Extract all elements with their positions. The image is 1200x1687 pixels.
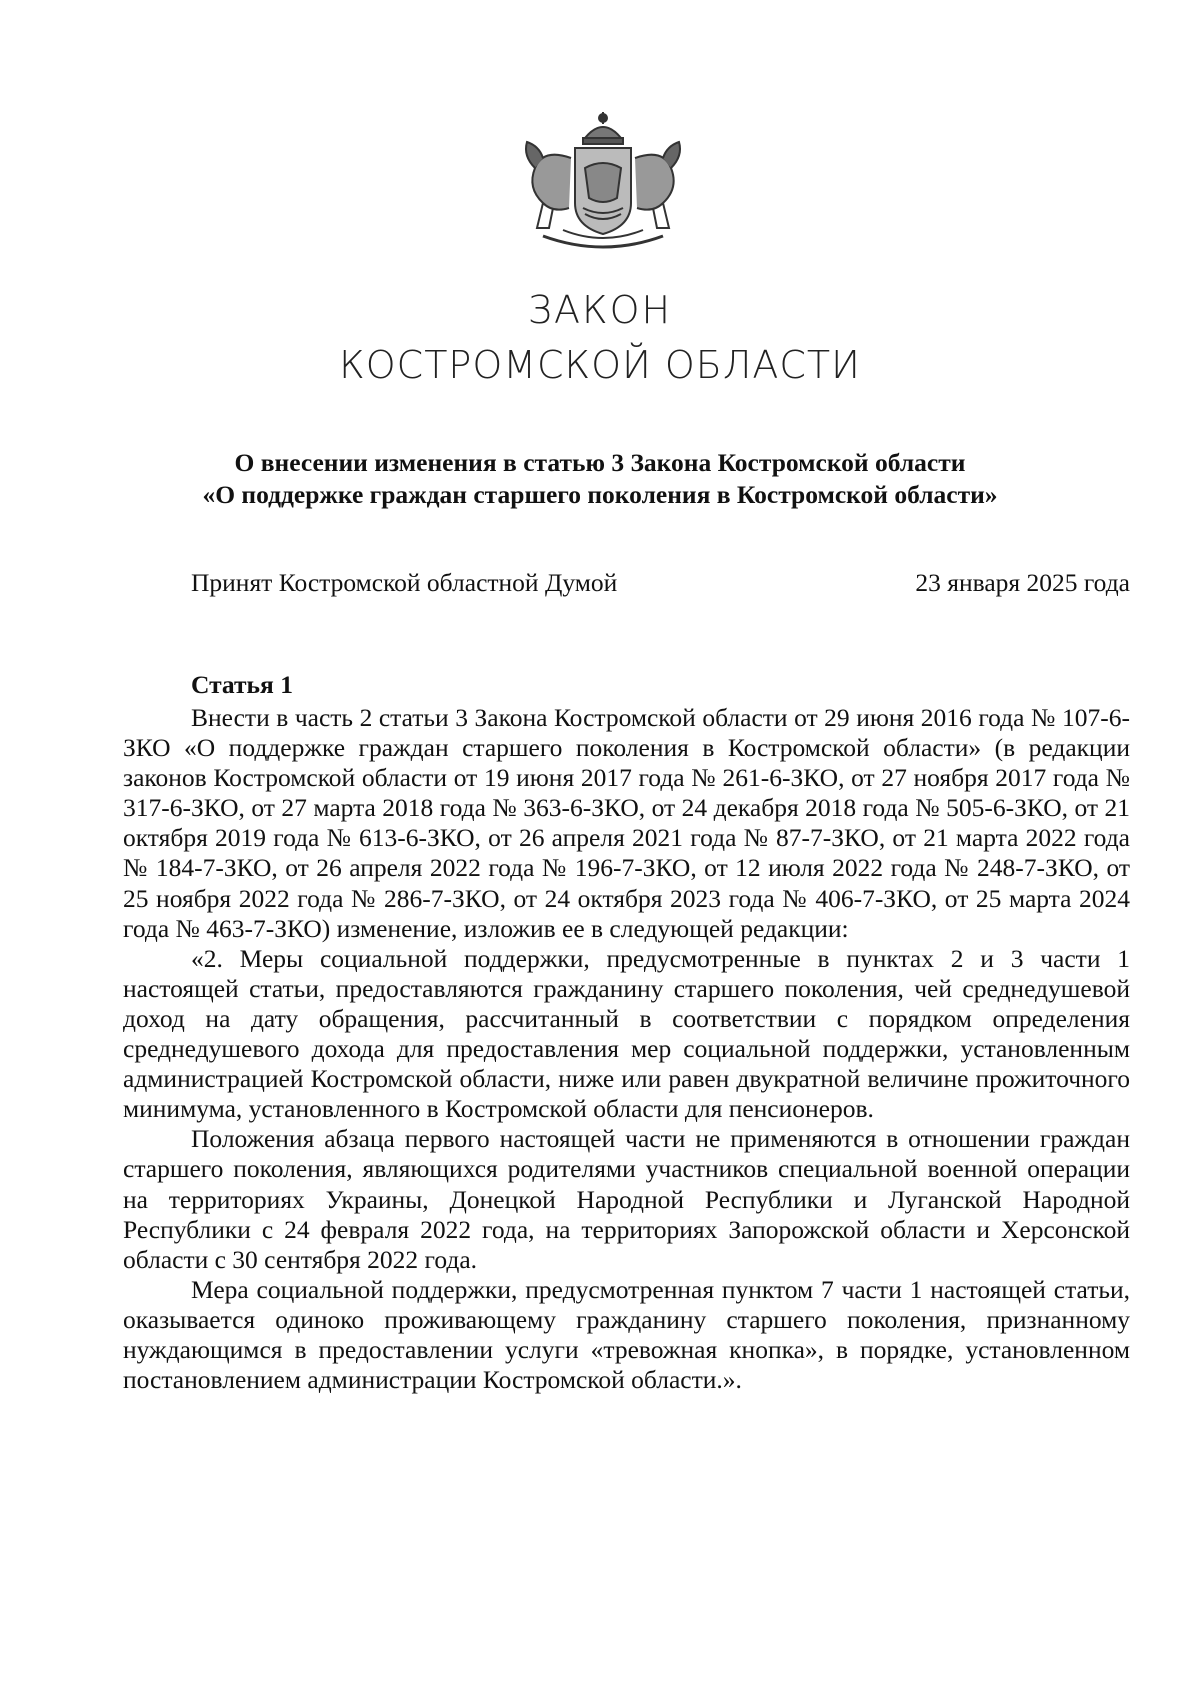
document-heading-line-1: О внесении изменения в статью 3 Закона Костромской области — [234, 448, 966, 477]
law-title: ЗАКОН — [527, 288, 673, 332]
coat-of-arms-icon — [513, 108, 693, 258]
document-heading-line-2: «О поддержке граждан старшего поколения в Костромской области» — [202, 480, 998, 509]
article-paragraph: Мера социальной поддержки, предусмотренная пунктом 7 части 1 настоящей статьи, оказывается одиноко проживающему гражданину старшего поколения, признанному нуждающимся в предоставлении услуги «тревожная кнопка», в порядке, установленном постановлением администрации Костромской области.». — [123, 1274, 1130, 1395]
article-paragraph: «2. Меры социальной поддержки, предусмотренные в пунктах 2 и 3 части 1 настоящей статьи, предоставляются гражданину старшего поколения, чей среднедушевой доход на дату обращения, рассчитанный в соответствии с порядком определения среднедушевого дохода для предоставления мер социальной поддержки, установленным администрацией Костромской области, ниже или равен двукратной величине прожиточного минимума, установленного в Костромской области для пенсионеров. — [123, 943, 1130, 1124]
article-body — [123, 703, 1130, 1395]
adoption-body: Принят Костромской областной Думой — [191, 568, 618, 597]
law-region-title: КОСТРОМСКОЙ ОБЛАСТИ — [339, 343, 861, 387]
article-paragraph: Положения абзаца первого настоящей части не применяются в отношении граждан старшего поколения, являющихся родителями участников специальной военной операции на территориях Украины, Донецкой Народной Республики и Луганской Народной Республики с 24 февраля 2022 года, на территориях Запорожской области и Херсонской области с 30 сентября 2022 года. — [123, 1124, 1130, 1274]
adoption-date: 23 января 2025 года — [915, 568, 1130, 597]
article-title: Статья 1 — [191, 670, 293, 699]
article-paragraph: Внести в часть 2 статьи 3 Закона Костромской области от 29 июня 2016 года № 107-6-ЗКО «О поддержке граждан старшего поколения в Костромской области» (в редакции законов Костромской области от 19 июня 2017 года № 261-6-ЗКО, от 27 ноября 2017 года № 317-6-ЗКО, от 27 марта 2018 года № 363-6-ЗКО, от 24 декабря 2018 года № 505-6-ЗКО, от 21 октября 2019 года № 613-6-ЗКО, от 26 апреля 2021 года № 87-7-ЗКО, от 21 марта 2022 года № 184-7-ЗКО, от 26 апреля 2022 года № 196-7-ЗКО, от 12 июля 2022 года № 248-7-ЗКО, от 25 ноября 2022 года № 286-7-ЗКО, от 24 октября 2023 года № 406-7-ЗКО, от 25 марта 2024 года № 463-7-ЗКО) изменение, изложив ее в следующей редакции: — [123, 703, 1130, 943]
